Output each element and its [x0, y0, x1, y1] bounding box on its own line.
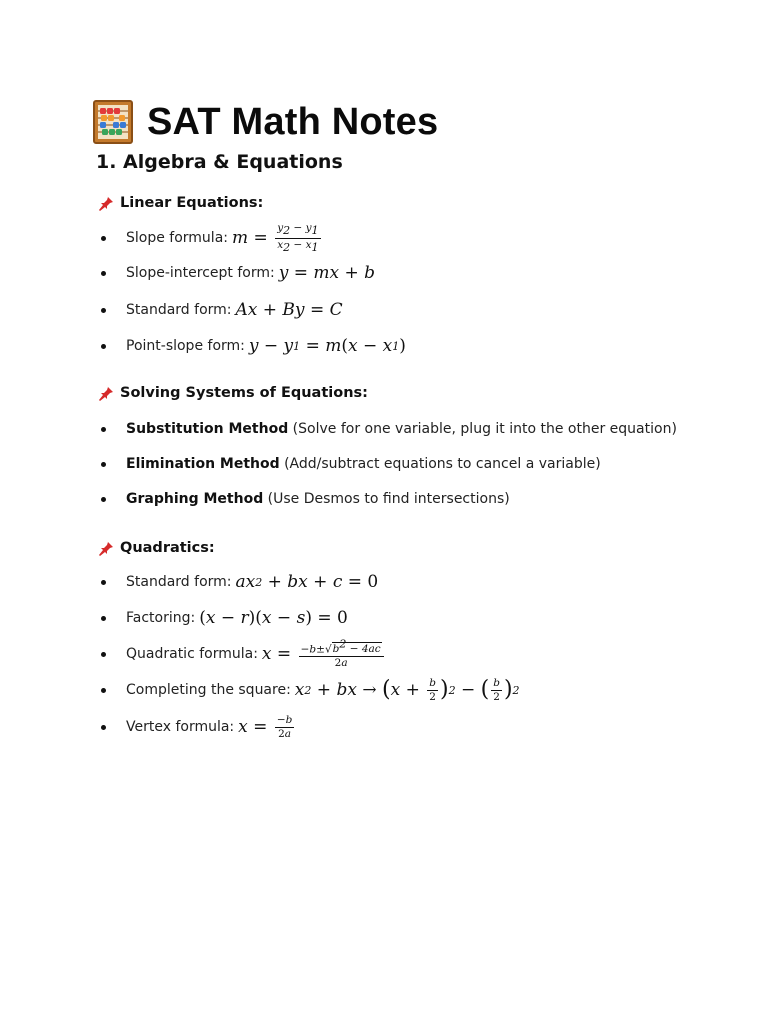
item-label: Slope-intercept form: — [126, 265, 275, 281]
pushpin-icon — [96, 539, 114, 557]
list-item-standard-form — [101, 297, 343, 323]
item-label: Quadratic formula: — [126, 646, 258, 662]
completing-square-math: x 2 + bx → ( x + $\frac{b}{2}$ ) 2 − ( $\frac{b}{2}$ ) 2 — [294, 676, 520, 703]
vertex-formula-math: x = $\frac{-b}{2a}$ — [238, 713, 293, 740]
section-heading: 1. Algebra & Equations — [96, 151, 343, 173]
slope-formula-math: m = $\frac{y_2 - y_1}{x_2 - x_1}$ — [232, 222, 319, 254]
bullet-dot — [101, 497, 106, 502]
subheading-quadratics — [96, 537, 215, 559]
pushpin-icon — [96, 194, 114, 212]
method-name: Elimination Method — [126, 456, 280, 472]
subheading-linear-equations — [96, 192, 263, 214]
factoring-math: ( x − r )( x − s ) = 0 — [199, 608, 348, 628]
list-item-graphing — [101, 486, 510, 512]
item-label: Standard form: — [126, 302, 232, 318]
bullet-dot — [101, 652, 106, 657]
method-description: (Add/subtract equations to cancel a variable) — [279, 456, 601, 472]
bullet-dot — [101, 725, 106, 730]
bullet-dot — [101, 580, 106, 585]
list-item-completing-square — [101, 677, 520, 703]
subheading-text: Quadratics: — [120, 540, 215, 556]
bullet-dot — [101, 236, 106, 241]
quadratic-formula-math: x = $\frac{-b\pm√b^2 - 4ac}{2a}$ — [262, 639, 386, 670]
item-label: Factoring: — [126, 610, 196, 626]
list-item-vertex-formula — [101, 714, 296, 740]
item-label: Point-slope form: — [126, 338, 245, 354]
abacus-icon — [93, 100, 133, 144]
bullet-dot — [101, 462, 106, 467]
title-text: SAT Math Notes — [147, 100, 439, 143]
bullet-dot — [101, 688, 106, 693]
list-item-factoring — [101, 605, 348, 631]
list-item-elimination — [101, 451, 601, 477]
item-label: Vertex formula: — [126, 719, 235, 735]
bullet-dot — [101, 344, 106, 349]
point-slope-math: y − y 1 = m ( x − x 1 ) — [248, 336, 406, 356]
pushpin-icon — [96, 384, 114, 402]
subheading-text: Solving Systems of Equations: — [120, 385, 368, 401]
bullet-dot — [101, 308, 106, 313]
list-item-quadratic-formula — [101, 637, 386, 670]
quadratic-standard-math: ax 2 + bx + c = 0 — [235, 572, 379, 592]
item-label: Standard form: — [126, 574, 232, 590]
method-name: Graphing Method — [126, 491, 264, 507]
list-item-slope-formula — [101, 222, 323, 254]
slope-intercept-math: y = mx + b — [278, 263, 376, 283]
item-label: Completing the square: — [126, 682, 291, 698]
list-item-slope-intercept — [101, 260, 375, 286]
method-name: Substitution Method — [126, 421, 289, 437]
bullet-dot — [101, 271, 106, 276]
page-title — [93, 96, 438, 148]
list-item-quadratic-standard — [101, 569, 378, 595]
method-description: (Use Desmos to find intersections) — [263, 491, 510, 507]
list-item-substitution — [101, 416, 677, 442]
method-description: (Solve for one variable, plug it into the other equation) — [288, 421, 677, 437]
item-label: Slope formula: — [126, 230, 228, 246]
bullet-dot — [101, 616, 106, 621]
standard-form-math: Ax + By = C — [235, 300, 343, 320]
subheading-solving-systems — [96, 382, 368, 404]
bullet-dot — [101, 427, 106, 432]
list-item-point-slope — [101, 333, 406, 359]
subheading-text: Linear Equations: — [120, 195, 264, 211]
